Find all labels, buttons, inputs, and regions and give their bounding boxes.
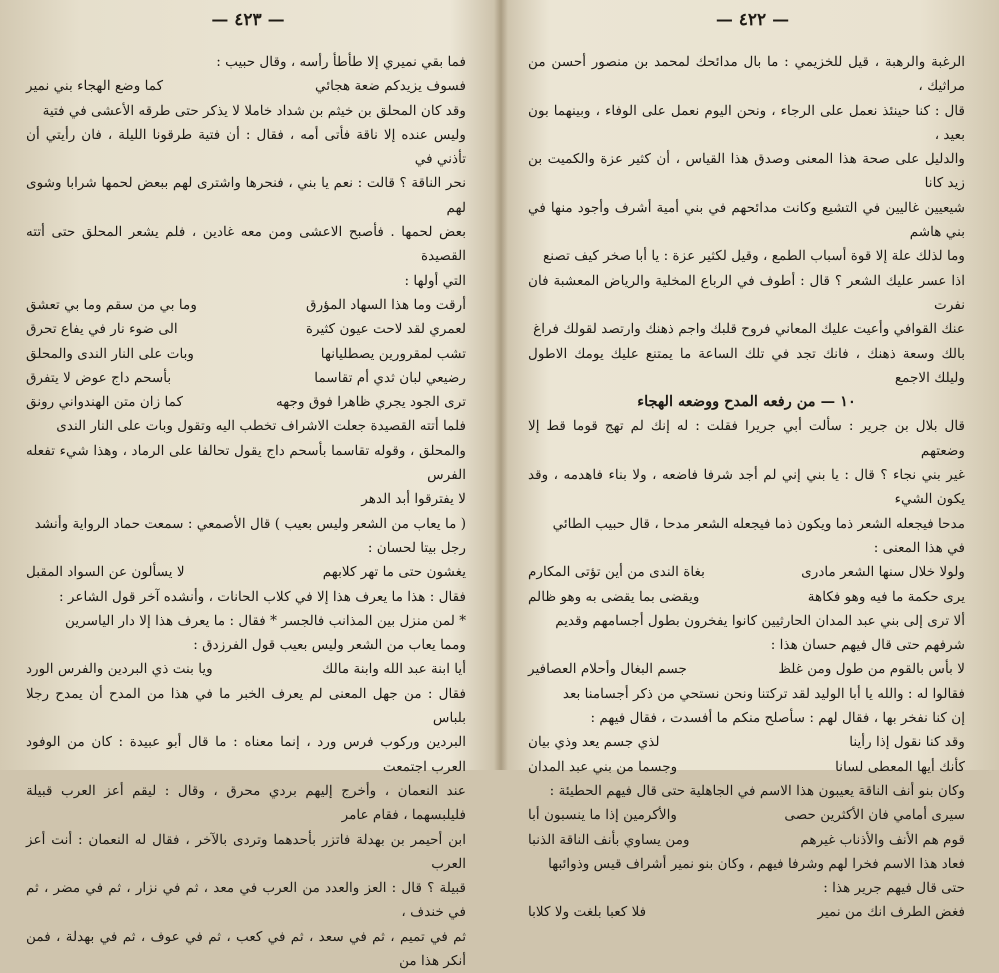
left-page xyxy=(0,0,496,969)
verse-line xyxy=(528,803,965,827)
text-line: التي أولها : xyxy=(404,272,466,289)
text-line: والدليل على صحة هذا المعنى وصدق هذا القياس ، أن كثير عزة والكميت بن زيد كانا xyxy=(528,151,965,192)
text-line: وكان بنو أنف الناقة يعيبون هذا الاسم في الجاهلية حتى قال فيهم الحطيئة : xyxy=(549,782,965,799)
text-line: ابن أحيمر بن بهدلة فاتزر بأحدهما وتردى بالآخر ، فقال له النعمان : أنت أعز العرب xyxy=(26,831,466,872)
text-line: فما بقي نميري إلا طأطأ رأسه ، وقال حبيب : xyxy=(216,54,466,70)
verse-first-hemistich: يغشون حتى ما تهر كلابهم xyxy=(322,564,466,581)
verse-second-hemistich: ومن يساوي بأنف الناقة الذنبا xyxy=(528,831,690,848)
text-line: في هذا المعنى : xyxy=(873,539,965,556)
verse-line xyxy=(528,585,965,609)
text-line: قبيلة ؟ قال : العز والعدد من العرب في معد ، ثم في نزار ، ثم في مضر ، ثم في خندف ، xyxy=(26,880,466,921)
text-line: بعض لحمها . فأصبح الاعشى ومن معه غادين ، فلم يشعر المحلق حتى أتته القصيدة xyxy=(26,224,466,265)
text-line: رجل بيتا لحسان : xyxy=(367,539,466,556)
verse-first-hemistich: سيرى أمامي فان الأكثرين حصى xyxy=(784,807,965,824)
right-page xyxy=(506,0,999,921)
text-line: ومما يعاب من الشعر وليس بعيب قول الفرزدق : xyxy=(193,637,466,654)
text-line: فلما أتته القصيدة جعلت الاشراف تخطب اليه وتقول وبات على النار الندى xyxy=(56,418,466,435)
verse-second-hemistich: الى ضوء نار في يفاع تحرق xyxy=(26,321,178,338)
text-line: عند النعمان ، وأخرج إليهم بردي محرق ، وقال : ليقم أعز العرب قبيلة فليلبسهما ، فقام عامر xyxy=(26,782,466,824)
verse-second-hemistich: ويا بنت ذي البردين والفرس الورد xyxy=(26,661,213,678)
verse-second-hemistich: بأسحم داج عوض لا يتفرق xyxy=(26,369,172,386)
text-line: فقال : من جهل المعنى لم يعرف الخبر ما في هذا من المدح أن يمدح رجلا بلباس xyxy=(26,685,466,727)
text-line: حتى قال فيهم جرير هذا : xyxy=(823,880,965,897)
verse-first-hemistich: أيا ابنة عبد الله وابنة مالك xyxy=(322,661,466,678)
verse-line xyxy=(528,730,965,754)
verse-first-hemistich: فسوف يزيدكم ضعة هجائي xyxy=(314,78,466,95)
text-line: قال : كنا حينئذ نعمل على الرجاء ، ونحن اليوم نعمل على الوفاء ، وبينهما بون بعيد ، xyxy=(528,102,965,143)
verse-line xyxy=(26,342,466,366)
verse-line xyxy=(26,390,466,414)
text-line: نحر الناقة ؟ قالت : نعم يا بني ، فنحرها واشترى لهم ببعض لحمها شرابا وشوى لهم xyxy=(26,175,466,216)
text-line: شيعيين غاليين في التشيع وكانت مدائحهم في بني أمية أشرف وأجود منها في بني هاشم xyxy=(528,199,965,241)
page-number-left: — ٤٢٣ — xyxy=(211,10,285,30)
verse-second-hemistich: والأكرمين إذا ما ينسبون أبا xyxy=(528,807,677,824)
right-page-text xyxy=(528,50,965,921)
left-page-text xyxy=(26,50,466,969)
verse-second-hemistich: كما زان متن الهندواني رونق xyxy=(26,394,183,411)
verse-second-hemistich: بغاة الندى من أين تؤتى المكارم xyxy=(528,564,705,581)
verse-first-hemistich: لعمري لقد لاحت عيون كثيرة xyxy=(305,321,466,338)
section-heading: ١٠ — من رفعه المدح ووضعه الهجاء xyxy=(637,393,856,411)
verse-first-hemistich: وقد كنا نقول إذا رأينا xyxy=(849,734,965,751)
text-line: إن كنا نفخر بها ، فقال لهم : سأصلح منكم ما أفسدت ، فقال فيهم : xyxy=(590,710,965,727)
text-line: وليس عنده إلا ناقة فأتى أمه ، فقال : أن فتية طرقونا الليلة ، فان رأيتي أن تأذني في xyxy=(26,126,466,168)
verse-line xyxy=(528,657,965,681)
text-line: بالك وسعة ذهنك ، فانك تجد في تلك الساعة ما يمتنع عليك يومك الاطول وليلك الاجمع xyxy=(528,345,965,386)
text-line: الرغبة والرهبة ، قيل للخزيمي : ما بال مدائحك لمحمد بن منصور أحسن من مراثيك ، xyxy=(528,54,965,95)
text-line: اذا عسر عليك الشعر ؟ قال : أطوف في الرباع المخلية والرياض المعشبة فان نفرت xyxy=(528,272,965,313)
page-number-right: — ٤٢٢ — xyxy=(715,10,790,30)
verse-second-hemistich: ويقضى بما يقضى به وهو ظالم xyxy=(528,588,700,605)
text-line: وقد كان المحلق بن خيثم بن شداد خاملا لا يذكر حتى طرقه الأعشى في فتية xyxy=(42,102,466,119)
verse-line xyxy=(528,900,965,924)
verse-first-hemistich: أرقت وما هذا السهاد المؤرق xyxy=(306,296,466,313)
text-line: عنك القوافي وأعيت عليك المعاني فروح قلبك واجم ذهنك وارتصد لقولك فراغ xyxy=(533,321,965,338)
text-line: ثم في تميم ، ثم في سعد ، ثم في كعب ، ثم في عوف ، ثم في بهدلة ، فمن أنكر هذا من xyxy=(26,928,466,969)
text-line: غير بني نجاء ؟ قال : يا بني إني لم أجد شرفا فاضعه ، ولا بناء فاهدمه ، وقد يكون الشيء xyxy=(528,467,965,508)
text-line: شرفهم حتى قال فيهم حسان هذا : xyxy=(770,637,965,654)
verse-second-hemistich: جسم البغال وأحلام العصافير xyxy=(528,661,687,678)
verse-second-hemistich: فلا كعبا بلغت ولا كلابا xyxy=(528,904,647,921)
verse-line xyxy=(26,657,466,681)
text-line: فقالوا له : والله يا أبا الوليد لقد تركتنا ونحن نستحي من ذكر أجسامنا بعد xyxy=(562,685,965,702)
verse-line xyxy=(528,560,965,584)
verse-first-hemistich: فغض الطرف انك من نمير xyxy=(817,904,965,921)
verse-second-hemistich: لذي جسم يعد وذي بيان xyxy=(528,734,660,751)
text-line: ألا ترى إلى بني عبد المدان الحارثيين كانوا يفخرون بطول أجسامهم وقديم xyxy=(555,612,965,629)
text-line: وما لذلك علة إلا قوة أسباب الطمع ، وقيل لكثير عزة : يا أبا صخر كيف تصنع xyxy=(543,248,965,265)
verse-first-hemistich: يرى حكمة ما فيه وهو فكاهة xyxy=(807,588,965,605)
text-line: والمحلق ، وقوله تقاسما بأسحم داج يقول تحالفا على الرماد ، وهذا شيء تفعله الفرس xyxy=(26,442,466,484)
verse-line xyxy=(26,74,466,98)
text-line: فعاد هذا الاسم فخرا لهم وشرفا فيهم ، وكان بنو نمير أشراف قيس وذوائبها xyxy=(548,855,965,872)
verse-line xyxy=(528,828,965,852)
verse-line xyxy=(26,366,466,390)
verse-first-hemistich: كأنك أيها المعطى لسانا xyxy=(835,758,965,775)
verse-first-hemistich: رضيعي لبان ثدي أم تقاسما xyxy=(314,369,466,386)
text-line: فقال : هذا ما يعرف هذا إلا في كلاب الحانات ، وأنشده آخر قول الشاعر : xyxy=(59,588,466,605)
verse-first-hemistich: تشب لمقرورين يصطليانها xyxy=(320,345,466,362)
verse-line xyxy=(528,755,965,779)
verse-second-hemistich: وبات على النار الندى والمحلق xyxy=(26,345,194,362)
text-line: ( ما يعاب من الشعر وليس بعيب ) قال الأصمعي : سمعت حماد الرواية وأنشد xyxy=(34,515,466,532)
text-line: مدحا فيجعله الشعر ذما ويكون ذما فيجعله الشعر مدحا ، قال حبيب الطائي xyxy=(552,515,965,532)
text-line: لا يفترقوا أبد الدهر xyxy=(361,491,466,508)
verse-second-hemistich: وجسما من بني عبد المدان xyxy=(528,758,678,775)
verse-first-hemistich: ولولا خلال سنها الشعر مادرى xyxy=(801,564,965,581)
verse-line xyxy=(26,293,466,317)
text-line: * لمن منزل بين المذانب فالجسر * فقال : ما يعرف هذا إلا دار الياسرين xyxy=(65,612,466,629)
verse-second-hemistich: وما بي من سقم وما بي تعشق xyxy=(26,296,197,313)
verse-line xyxy=(26,317,466,341)
verse-second-hemistich: كما وضع الهجاء بني نمير xyxy=(26,78,164,95)
verse-line xyxy=(26,560,466,584)
verse-first-hemistich: ترى الجود يجري ظاهرا فوق وجهه xyxy=(276,394,466,411)
verse-second-hemistich: لا يسألون عن السواد المقبل xyxy=(26,564,185,581)
verse-first-hemistich: قوم هم الأنف والأذناب غيرهم xyxy=(800,831,965,848)
text-line: البردين وركوب فرس ورد ، إنما معناه : ما قال أبو عبيدة : كان من الوفود العرب اجتمعت xyxy=(26,734,466,775)
text-line: قال بلال بن جرير : سألت أبي جريرا فقلت : له إنك لم تهج قوما قط إلا وضعتهم xyxy=(528,418,965,459)
verse-first-hemistich: لا بأس بالقوم من طول ومن غلظ xyxy=(778,661,965,678)
